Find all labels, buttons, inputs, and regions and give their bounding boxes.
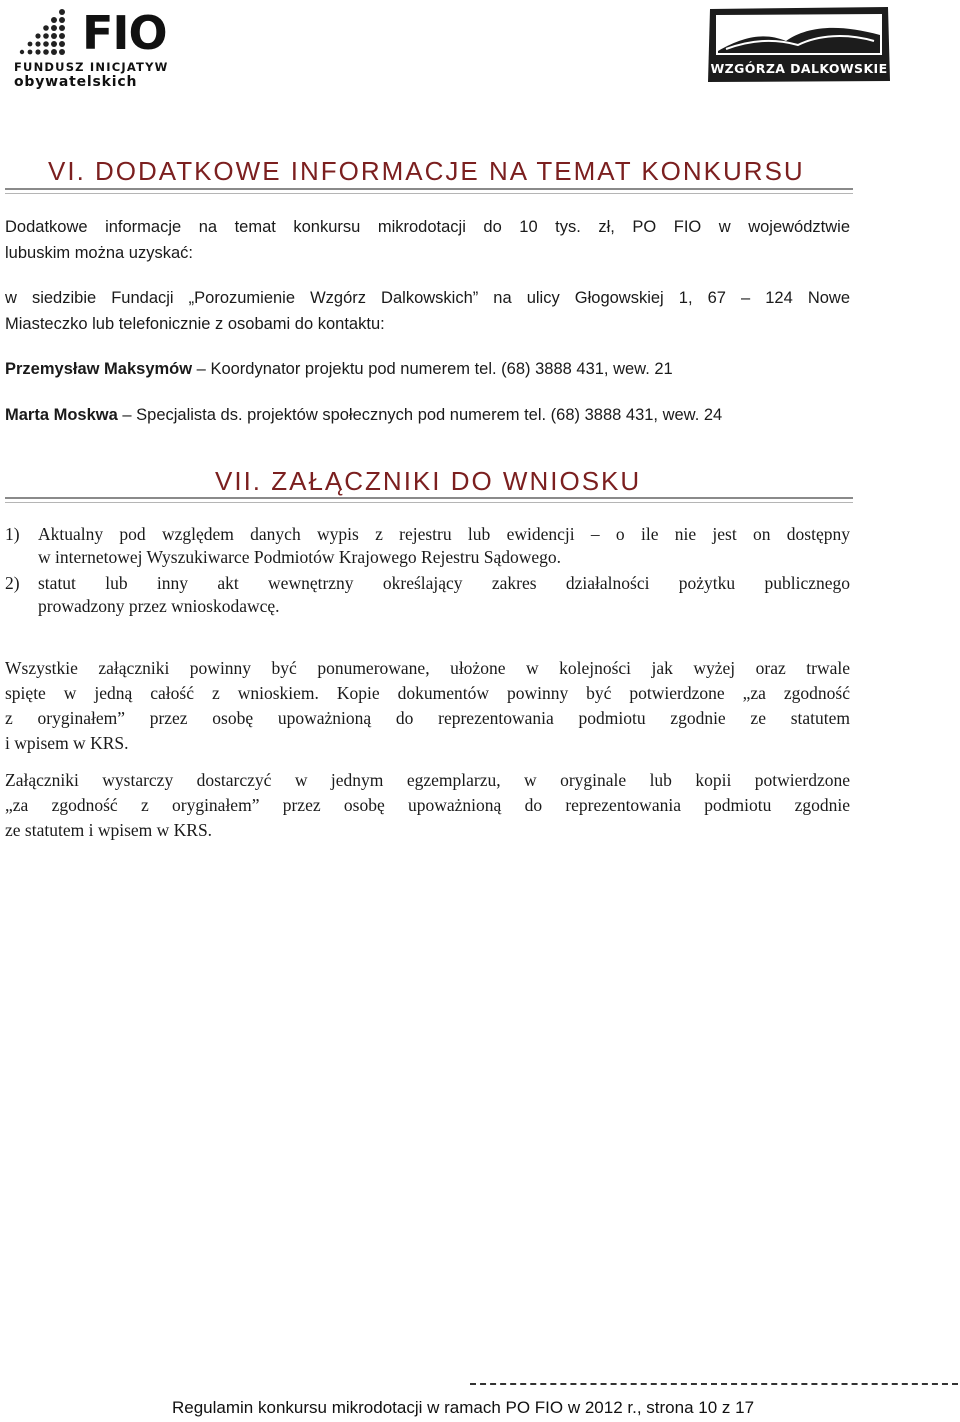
attachments-p2-line-1: Załączniki wystarczy dostarczyć w jednym egzemplarzu, w oryginale lub kopii potwierdzone	[5, 770, 850, 790]
dots-graphic-icon	[12, 8, 70, 56]
attachment-item-1	[5, 523, 850, 569]
contact-1-details: – Koordynator projektu pod numerem tel. (68) 3888 431, wew. 21	[192, 360, 673, 378]
attachment-item-2-number: 2)	[5, 573, 20, 593]
attachments-p1-line-3: z oryginałem” przez osobę upoważnioną do reprezentowania podmiotu zgodnie ze statutem	[5, 708, 850, 728]
attachment-item-1-number: 1)	[5, 524, 20, 544]
attachments-p1-line-1: Wszystkie załączniki powinny być ponumerowane, ułożone w kolejności jak wyżej oraz trwale	[5, 658, 850, 678]
attachment-item-2	[5, 572, 850, 618]
attachment-item-1-line-1: Aktualny pod względem danych wypis z rejestru lub ewidencji – o ile nie jest on dostępny	[38, 524, 850, 544]
section-6-intro	[5, 214, 850, 266]
fio-subtitle-1: FUNDUSZ INICJATYW	[14, 60, 169, 74]
section-7-title: VII. ZAŁĄCZNIKI DO WNIOSKU	[215, 466, 642, 496]
attachments-paragraph-2	[5, 768, 850, 843]
footer-rule	[470, 1383, 958, 1385]
wzgorza-logo-text: WZGÓRZA DALKOWSKIE	[710, 61, 888, 76]
contact-1	[5, 356, 850, 382]
attachment-item-2-line-1: statut lub inny akt wewnętrzny określający zakres działalności pożytku publicznego	[38, 573, 850, 593]
fio-logo	[12, 8, 182, 90]
section-7-rule	[5, 497, 853, 503]
section-6-title: VI. DODATKOWE INFORMACJE NA TEMAT KONKURSU	[48, 156, 805, 186]
wzgorza-dalkowskie-logo	[706, 5, 892, 83]
section-6-address	[5, 285, 850, 337]
address-line-1: w siedzibie Fundacji „Porozumienie Wzgórz Dalkowskich” na ulicy Głogowskiej 1, 67 – 124 Nowe	[5, 289, 850, 307]
section-6-rule	[5, 188, 853, 194]
contact-2-name: Marta Moskwa	[5, 406, 118, 424]
attachments-paragraph-1	[5, 656, 850, 756]
intro-line-2: lubuskim można uzyskać:	[5, 244, 193, 262]
contact-2-details: – Specjalista ds. projektów społecznych pod numerem tel. (68) 3888 431, wew. 24	[117, 406, 723, 424]
address-line-2: Miasteczko lub telefonicznie z osobami do kontaktu:	[5, 315, 385, 333]
attachment-item-1-line-2: w internetowej Wyszukiwarce Podmiotów Krajowego Rejestru Sądowego.	[38, 547, 562, 567]
contact-1-name: Przemysław Maksymów	[5, 360, 193, 378]
attachments-p1-line-4: i wpisem w KRS.	[5, 733, 129, 753]
attachments-p2-line-2: „za zgodność z oryginałem” przez osobę upoważnioną do reprezentowania podmiotu zgodnie	[5, 795, 850, 815]
intro-line-1: Dodatkowe informacje na temat konkursu mikrodotacji do 10 tys. zł, PO FIO w województwie	[5, 218, 850, 236]
fio-wordmark: FIO	[82, 6, 167, 60]
contact-2	[5, 402, 850, 428]
fio-subtitle-2: obywatelskich	[14, 74, 138, 90]
attachment-item-2-line-2: prowadzony przez wnioskodawcę.	[38, 596, 280, 616]
attachments-p2-line-3: ze statutem i wpisem w KRS.	[5, 820, 213, 840]
page-footer: Regulamin konkursu mikrodotacji w ramach PO FIO w 2012 r., strona 10 z 17	[172, 1398, 755, 1417]
attachments-p1-line-2: spięte w jedną całość z wnioskiem. Kopie dokumentów powinny być potwierdzone „za zgodność	[5, 683, 850, 703]
